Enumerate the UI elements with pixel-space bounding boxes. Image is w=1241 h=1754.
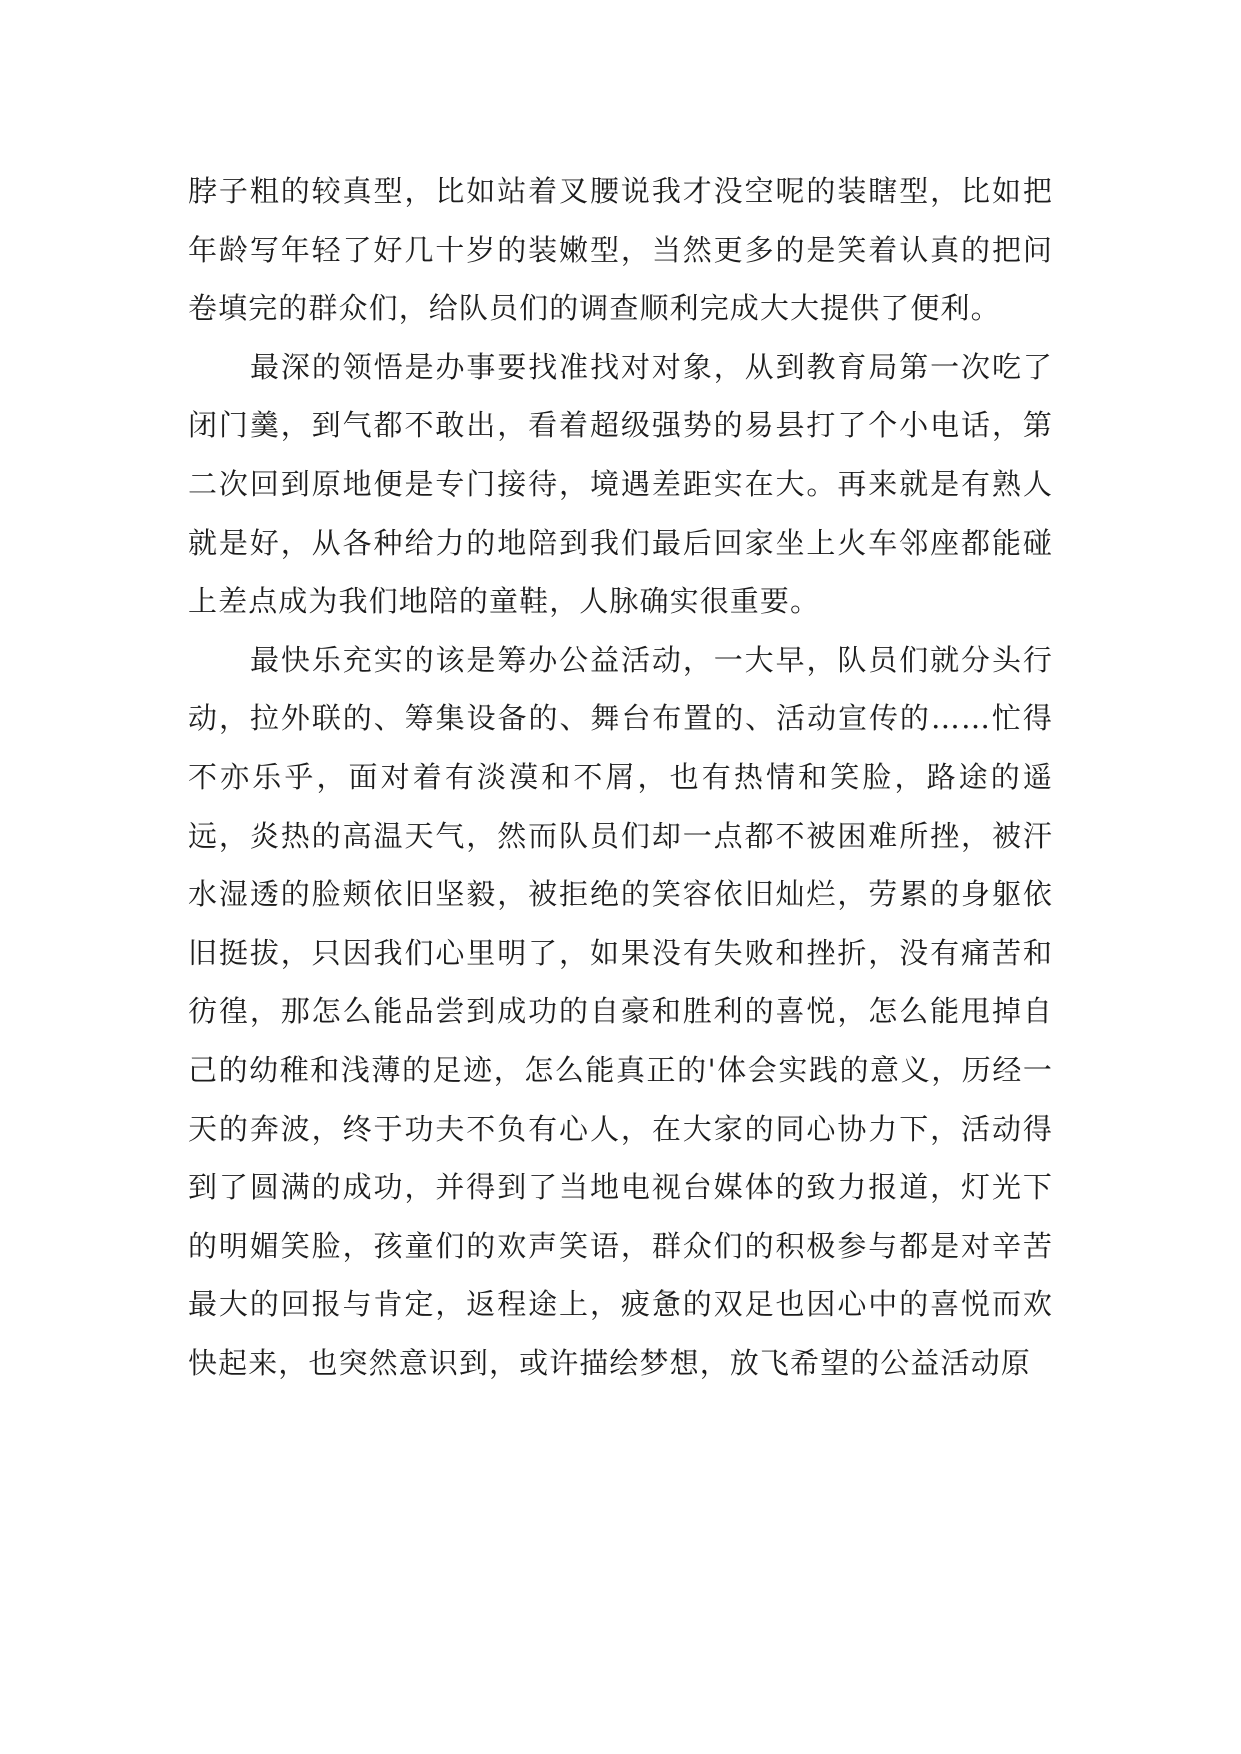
paragraph-insight: 最深的领悟是办事要找准找对对象，从到教育局第一次吃了闭门羹，到气都不敢出，看着超级强势的易县打了个小电话，第二次回到原地便是专门接待，境遇差距实在大。再来就是有熟人就是好，从各种给力的地陪到我们最后回家坐上火车邻座都能碰上差点成为我们地陪的童鞋，人脉确实很重要。	[188, 349, 1053, 619]
document-body	[188, 162, 1053, 1392]
paragraph-continued: 脖子粗的较真型，比如站着叉腰说我才没空呢的装瞎型，比如把年龄写年轻了好几十岁的装嫩型，当然更多的是笑着认真的把问卷填完的群众们，给队员们的调查顺利完成大大提供了便利。	[188, 174, 1053, 326]
paragraph-charity-event: 最快乐充实的该是筹办公益活动，一大早，队员们就分头行动，拉外联的、筹集设备的、舞台布置的、活动宣传的……忙得不亦乐乎，面对着有淡漠和不屑，也有热情和笑脸，路途的遥远，炎热的高温天气，然而队员们却一点都不被困难所挫，被汗水湿透的脸颊依旧坚毅，被拒绝的笑容依旧灿烂，劳累的身躯依旧挺拔，只因我们心里明了，如果没有失败和挫折，没有痛苦和彷徨，那怎么能品尝到成功的自豪和胜利的喜悦，怎么能甩掉自己的幼稚和浅薄的足迹，怎么能真正的'体会实践的意义，历经一天的奔波，终于功夫不负有心人，在大家的同心协力下，活动得到了圆满的成功，并得到了当地电视台媒体的致力报道，灯光下的明媚笑脸，孩童们的欢声笑语，群众们的积极参与都是对辛苦最大的回报与肯定，返程途上，疲惫的双足也因心中的喜悦而欢快起来，也突然意识到，或许描绘梦想，放飞希望的公益活动原	[188, 642, 1053, 1380]
